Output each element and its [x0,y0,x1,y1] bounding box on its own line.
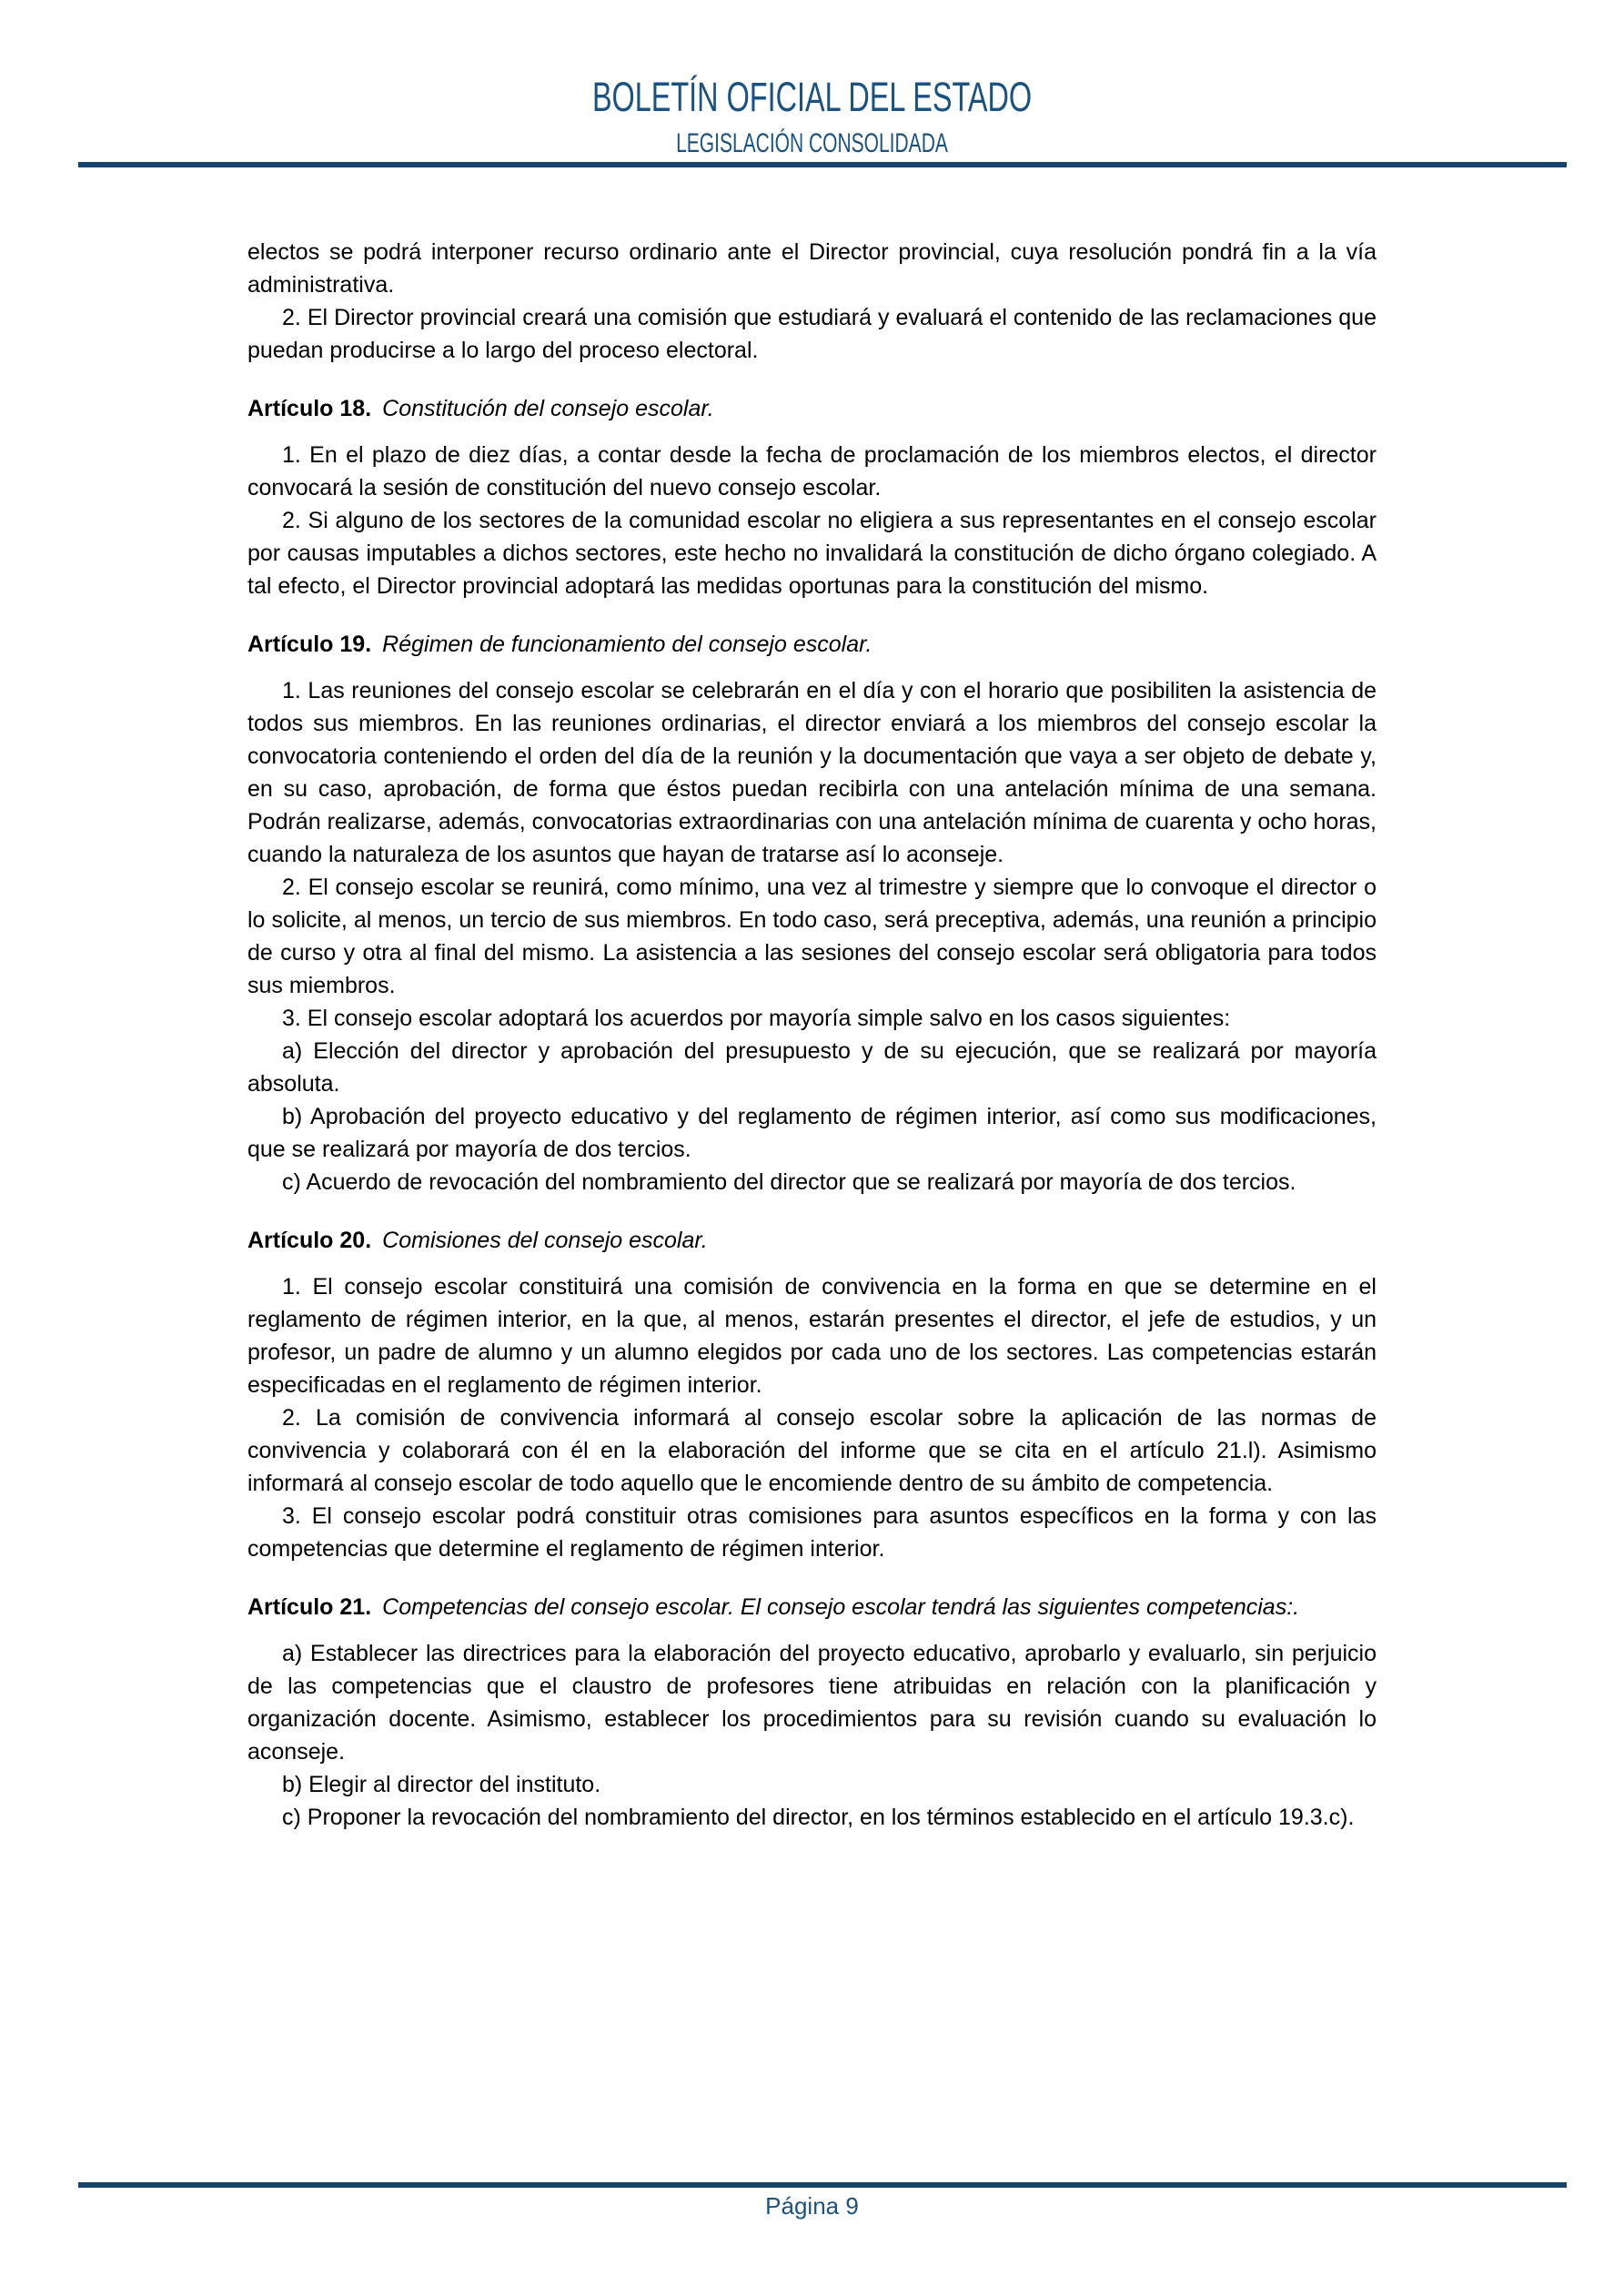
paragraph: b) Aprobación del proyecto educativo y del reglamento de régimen interior, así como sus modificaciones, que se realizará por mayoría de dos tercios. [247,1104,1377,1162]
article-heading-number: Artículo 21. [247,1594,372,1620]
paragraph: 2. Si alguno de los sectores de la comunidad escolar no eligiera a sus representantes en el consejo escolar por causas imputables a dichos sectores, este hecho no invalidará la constitución de dicho órgano colegiado. A tal efecto, el Director provincial adoptará las medidas oportunas para la constitución del mismo. [247,508,1377,599]
paragraph: 2. El Director provincial creará una comisión que estudiará y evaluará el contenido de las reclamaciones que puedan producirse a lo largo del proceso electoral. [247,305,1377,363]
header-rule [78,162,1567,167]
paragraph: c) Proponer la revocación del nombramiento del director, en los términos establecido en el artículo 19.3.c). [282,1805,1355,1830]
footer-rule [78,2182,1567,2188]
article-heading-title: Régimen de funcionamiento del consejo escolar. [382,632,873,657]
paragraph: 3. El consejo escolar podrá constituir otras comisiones para asuntos específicos en la forma y con las competencias que determine el reglamento de régimen interior. [247,1503,1377,1562]
masthead-subtitle: LEGISLACIÓN CONSOLIDADA [676,128,948,158]
article-heading-number: Artículo 19. [247,632,372,657]
page-number-label: Página 9 [765,2192,859,2220]
article-heading-title: Comisiones del consejo escolar. [382,1228,708,1253]
article-heading-title: Constitución del consejo escolar. [382,396,714,421]
article-heading [247,1591,1377,1623]
paragraph: a) Elección del director y aprobación del presupuesto y de su ejecución, que se realizará por mayoría absoluta. [247,1038,1377,1097]
paragraph: 3. El consejo escolar adoptará los acuerdos por mayoría simple salvo en los casos siguientes: [282,1006,1231,1031]
article-heading-title: Competencias del consejo escolar. El consejo escolar tendrá las siguientes competencias:. [382,1594,1300,1620]
paragraph: 1. Las reuniones del consejo escolar se celebrarán en el día y con el horario que posibiliten la asistencia de todos sus miembros. En las reuniones ordinarias, el director enviará a los miembros del consejo escolar la convocatoria conteniendo el orden del día de la reunión y la documentación que vaya a ser objeto de debate y, en su caso, aprobación, de forma que éstos puedan recibirla con una antelación mínima de una semana. Podrán realizarse, además, convocatorias extraordinarias con una antelación mínima de cuarenta y ocho horas, cuando la naturaleza de los asuntos que hayan de tratarse así lo aconseje. [247,678,1377,867]
article-body [247,236,1377,1834]
article-heading-number: Artículo 18. [247,396,372,421]
masthead-title: BOLETÍN OFICIAL DEL ESTADO [591,74,1033,120]
article-heading [247,1224,1377,1257]
article-heading [247,392,1377,425]
paragraph: 2. La comisión de convivencia informará al consejo escolar sobre la aplicación de las normas de convivencia y colaborará con él en la elaboración del informe que se cita en el artículo 21.l). Asimismo informará al consejo escolar de todo aquello que le encomiende dentro de su ámbito de competencia. [247,1405,1377,1496]
paragraph: a) Establecer las directrices para la elaboración del proyecto educativo, aprobarlo y evaluarlo, sin perjuicio de las competencias que el claustro de profesores tiene atribuidas en relación con la planificación y organización docente. Asimismo, establecer los procedimientos para su revisión cuando su evaluación lo aconseje. [247,1641,1377,1765]
article-heading [247,628,1377,661]
paragraph: b) Elegir al director del instituto. [282,1772,601,1797]
paragraph: c) Acuerdo de revocación del nombramiento del director que se realizará por mayoría de dos tercios. [282,1169,1296,1195]
paragraph: electos se podrá interponer recurso ordinario ante el Director provincial, cuya resolución pondrá fin a la vía administrativa. [247,239,1377,298]
paragraph: 1. En el plazo de diez días, a contar desde la fecha de proclamación de los miembros electos, el director convocará la sesión de constitución del nuevo consejo escolar. [247,442,1377,501]
article-heading-number: Artículo 20. [247,1228,372,1253]
paragraph: 1. El consejo escolar constituirá una comisión de convivencia en la forma en que se determine en el reglamento de régimen interior, en la que, al menos, estarán presentes el director, el jefe de estudios, y un profesor, un padre de alumno y un alumno elegidos por cada uno de los sectores. Las competencias estarán especificadas en el reglamento de régimen interior. [247,1274,1377,1398]
paragraph: 2. El consejo escolar se reunirá, como mínimo, una vez al trimestre y siempre que lo convoque el director o lo solicite, al menos, un tercio de sus miembros. En todo caso, será preceptiva, además, una reunión a principio de curso y otra al final del mismo. La asistencia a las sesiones del consejo escolar será obligatoria para todos sus miembros. [247,875,1377,998]
